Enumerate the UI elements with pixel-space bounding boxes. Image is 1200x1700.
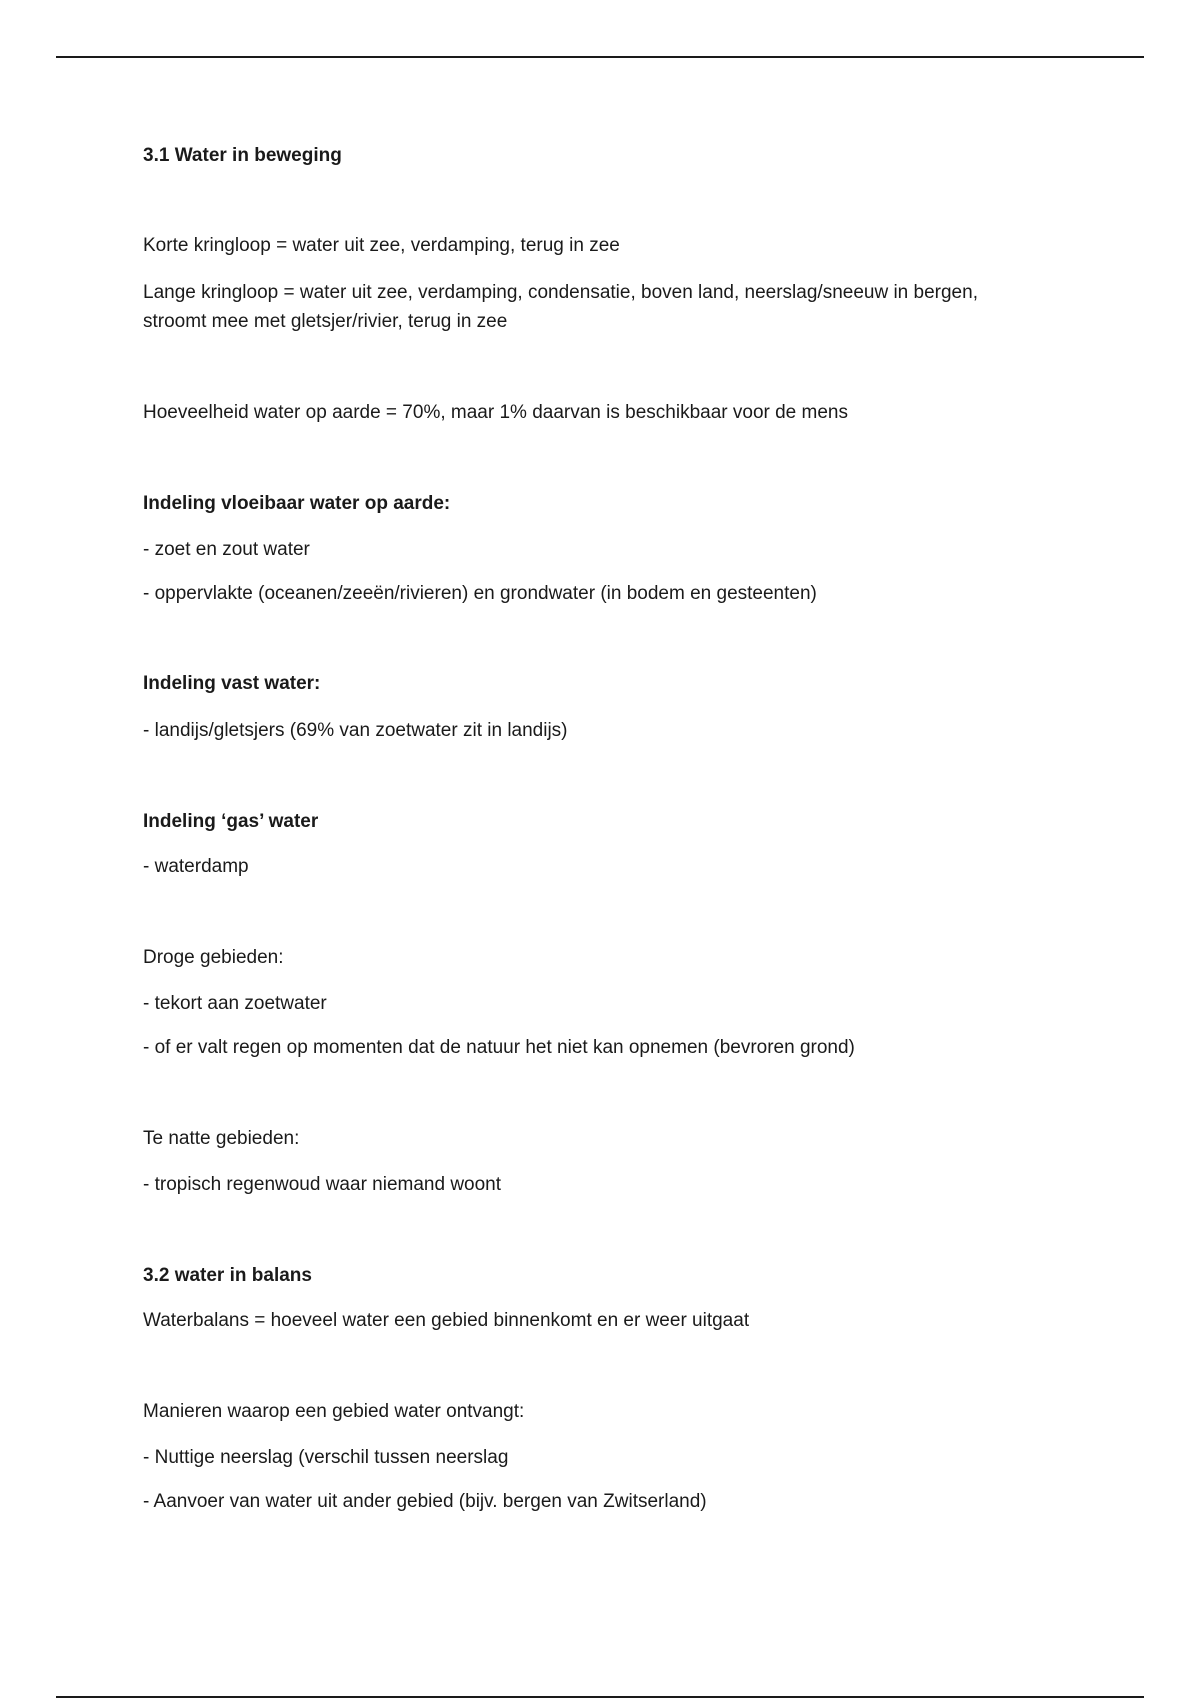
manieren-item: - Aanvoer van water uit ander gebied (bijv. bergen van Zwitserland) (143, 1491, 707, 1512)
droog-item: - tekort aan zoetwater (143, 993, 327, 1014)
nat-heading: Te natte gebieden: (143, 1128, 300, 1149)
korte-kringloop-text: Korte kringloop = water uit zee, verdamping, terug in zee (143, 235, 620, 256)
manieren-item: - Nuttige neerslag (verschil tussen neerslag (143, 1447, 509, 1468)
nat-item: - tropisch regenwoud waar niemand woont (143, 1174, 502, 1195)
droog-item: - of er valt regen op momenten dat de natuur het niet kan opnemen (bevroren grond) (143, 1037, 855, 1058)
gas-heading: Indeling ‘gas’ water (143, 811, 319, 832)
lange-kringloop-text-line2: stroomt mee met gletsjer/rivier, terug in zee (143, 311, 508, 332)
vast-heading: Indeling vast water: (143, 673, 321, 694)
vloeibaar-item: - oppervlakte (oceanen/zeeën/rivieren) en grondwater (in bodem en gesteenten) (143, 583, 817, 604)
vloeibaar-item: - zoet en zout water (143, 539, 310, 560)
gas-item: - waterdamp (143, 856, 249, 877)
manieren-heading: Manieren waarop een gebied water ontvangt: (143, 1401, 525, 1422)
footer-rule (56, 1696, 1144, 1698)
vloeibaar-heading: Indeling vloeibaar water op aarde: (143, 493, 451, 514)
section-heading-3-1: 3.1 Water in beweging (143, 145, 342, 166)
hoeveelheid-text: Hoeveelheid water op aarde = 70%, maar 1% daarvan is beschikbaar voor de mens (143, 402, 848, 423)
waterbalans-text: Waterbalans = hoeveel water een gebied binnenkomt en er weer uitgaat (143, 1310, 750, 1331)
droog-heading: Droge gebieden: (143, 947, 284, 968)
section-heading-3-2: 3.2 water in balans (143, 1265, 312, 1286)
vast-item: - landijs/gletsjers (69% van zoetwater zit in landijs) (143, 720, 568, 741)
lange-kringloop-text-line1: Lange kringloop = water uit zee, verdamping, condensatie, boven land, neerslag/sneeuw in bergen, (143, 282, 978, 303)
header-rule (56, 56, 1144, 58)
